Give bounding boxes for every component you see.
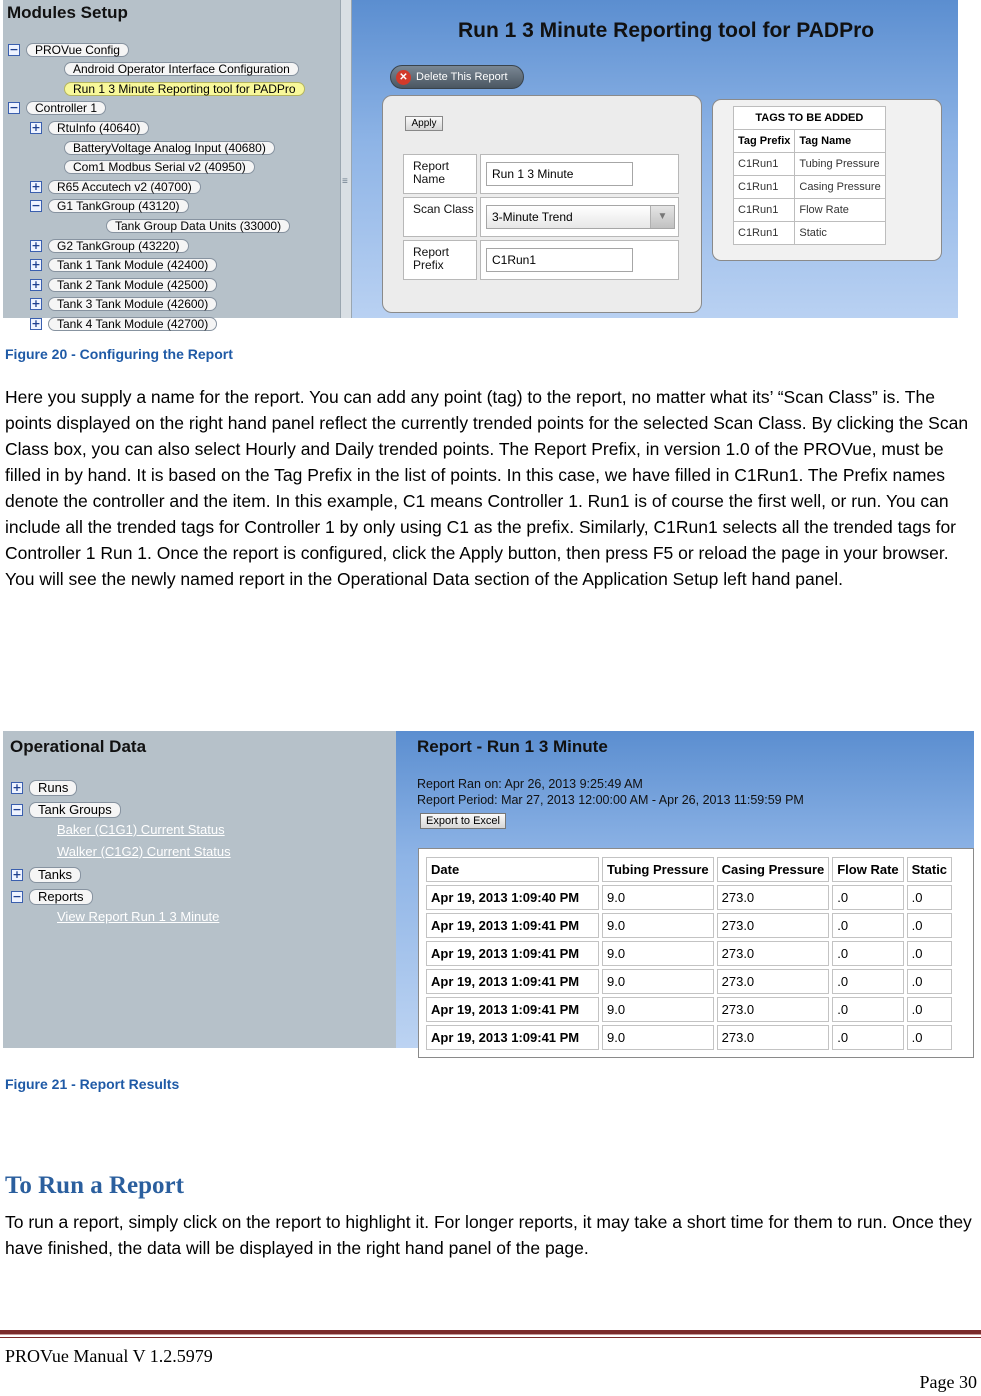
results-cell: .0 [907,969,952,994]
tag-prefix-cell: C1Run1 [734,199,795,222]
tree-item-label: Tank 4 Tank Module (42700) [48,317,217,331]
scan-class-cell [480,197,679,237]
results-cell: Apr 19, 2013 1:09:41 PM [426,941,599,966]
results-cell: 9.0 [602,885,714,910]
tag-prefix-cell: C1Run1 [734,176,795,199]
delete-report-label: Delete This Report [416,71,508,83]
delete-icon: ✕ [396,70,411,85]
results-column-header: Flow Rate [832,857,903,882]
reports-label: Reports [29,889,93,905]
report-results-table-panel [418,848,974,1058]
collapse-minus-icon[interactable]: − [12,802,22,816]
report-prefix-cell [480,240,679,280]
report-results-panel [396,731,974,1048]
tree-item[interactable] [106,218,290,233]
results-cell: 273.0 [717,1025,830,1050]
tree-item-label: Controller 1 [26,101,106,115]
tree-item[interactable] [64,140,275,155]
expand-plus-icon[interactable]: + [31,238,41,252]
tree-item-label: Tank 2 Tank Module (42500) [48,278,217,292]
tree-item-tank-groups[interactable] [11,802,121,817]
expand-plus-icon[interactable]: + [31,179,41,193]
collapse-minus-icon[interactable]: − [31,199,41,213]
tree-item-label: Android Operator Interface Configuration [64,62,299,76]
tags-table-row[interactable] [734,153,886,176]
tree-item-tanks[interactable] [11,867,81,882]
panel-splitter[interactable] [340,0,352,318]
modules-setup-panel [3,0,340,331]
expand-plus-icon[interactable]: + [31,120,41,134]
results-cell: .0 [907,941,952,966]
table-row [426,941,952,966]
tree-item-label: G1 TankGroup (43120) [48,199,189,213]
tree-item[interactable] [8,101,106,116]
results-cell: .0 [907,1025,952,1050]
results-cell: 9.0 [602,969,714,994]
tag-name-column: Tag Name [795,130,885,153]
scan-class-row [403,197,679,237]
baker-status-link[interactable]: Baker (C1G1) Current Status [57,822,225,837]
tree-item[interactable] [30,179,201,194]
table-row [426,913,952,938]
collapse-minus-icon[interactable]: − [9,101,19,115]
results-cell: Apr 19, 2013 1:09:41 PM [426,969,599,994]
tags-table-row[interactable] [734,222,886,245]
results-cell: 273.0 [717,969,830,994]
tag-name-cell: Tubing Pressure [795,153,885,176]
table-row [426,1025,952,1050]
table-row [426,969,952,994]
apply-button[interactable]: Apply [405,116,443,131]
results-cell: .0 [832,997,903,1022]
results-cell: 9.0 [602,941,714,966]
report-config-panel [352,0,958,318]
expand-plus-icon[interactable]: + [12,867,22,881]
figure-20-screenshot [3,0,958,331]
tree-item[interactable] [30,120,149,135]
report-results-title: Report - Run 1 3 Minute [417,737,608,756]
results-column-header: Casing Pressure [717,857,830,882]
tanks-label: Tanks [29,867,81,883]
results-cell: .0 [832,885,903,910]
tree-item[interactable] [64,160,255,175]
modules-setup-title: Modules Setup [7,3,128,22]
operational-data-title: Operational Data [10,737,147,756]
report-results-table [423,854,955,1053]
results-cell: 273.0 [717,885,830,910]
tree-item-label: Com1 Modbus Serial v2 (40950) [64,160,255,174]
tags-table-row[interactable] [734,176,886,199]
results-cell: .0 [832,969,903,994]
walker-status-link[interactable]: Walker (C1G2) Current Status [57,844,231,859]
results-cell: Apr 19, 2013 1:09:40 PM [426,885,599,910]
tank-groups-label: Tank Groups [29,802,121,818]
body-paragraph: Here you supply a name for the report. You can add any point (tag) to the report, no matter what its’ “Scan Class” is. The points displayed on the right hand panel reflect the currently trended points for the selected Scan Class. By clicking the Scan Class box, you can also select Hourly and Daily trended points. The Report Prefix, in version 1.0 of the PROVue, must be filled in by hand. It is based on the Tag Prefix in the list of points. In this case, we have filled in C1Run1. The Prefix names denote the controller and the item. In this example, C1 means Controller 1. Run1 is of course the first well, or run. You can include all the trended tags for Controller 1 by only using C1 as the prefix. Similarly, C1Run1 selects all the trended tags for Controller 1 Run 1. Once the report is configured, click the Apply button, then press F5 or reload the page in your browser. You will see the newly named report in the Operational Data section of the Application Setup left hand panel. [5,387,969,589]
report-prefix-input[interactable]: C1Run1 [486,248,633,272]
footer-page-number: Page 30 [919,1372,977,1392]
tree-item[interactable] [30,199,189,214]
results-cell: Apr 19, 2013 1:09:41 PM [426,997,599,1022]
footer-rule-thin [0,1337,981,1338]
scan-class-value: 3-Minute Trend [492,210,573,224]
results-cell: .0 [907,913,952,938]
tag-prefix-cell: C1Run1 [734,222,795,245]
expand-plus-icon[interactable]: + [31,316,41,330]
tag-name-cell: Flow Rate [795,199,885,222]
tree-item-reports[interactable] [11,889,93,904]
tree-item[interactable] [8,42,129,57]
report-prefix-row [403,240,679,280]
expand-plus-icon[interactable]: + [31,277,41,291]
figure-20-caption: Figure 20 - Configuring the Report [5,346,233,362]
scan-class-label: Scan Class [403,197,477,237]
results-cell: .0 [832,1025,903,1050]
tree-item[interactable] [30,238,189,253]
tree-item-label: Run 1 3 Minute Reporting tool for PADPro [64,82,305,96]
results-cell: .0 [907,997,952,1022]
tree-item[interactable] [30,297,217,312]
tree-item-label: R65 Accutech v2 (40700) [48,180,201,194]
tree-item[interactable] [30,277,217,292]
report-name-cell [480,154,679,194]
results-cell: 273.0 [717,997,830,1022]
tags-table-header: TAGS TO BE ADDED [734,107,886,130]
tree-item-label: PROVue Config [26,43,129,57]
scan-class-select[interactable] [486,205,675,229]
report-name-label: Report Name [403,154,477,194]
footer-rule [0,1330,981,1335]
view-report-link[interactable]: View Report Run 1 3 Minute [57,909,220,924]
results-cell: 273.0 [717,913,830,938]
splitter-grip-icon: ≡ [342,176,348,187]
results-cell: 9.0 [602,1025,714,1050]
section-heading: To Run a Report [5,1172,184,1199]
results-cell: 9.0 [602,997,714,1022]
table-row [426,997,952,1022]
report-name-input[interactable]: Run 1 3 Minute [486,162,633,186]
tree-item[interactable] [64,62,299,77]
results-cell: .0 [832,941,903,966]
tree-item-label: Tank 1 Tank Module (42400) [48,258,217,272]
collapse-minus-icon[interactable]: − [12,889,22,903]
expand-plus-icon[interactable]: + [31,258,41,272]
results-cell: 9.0 [602,913,714,938]
report-name-row [403,154,679,194]
report-period: Report Period: Mar 27, 2013 12:00:00 AM - Apr 26, 2013 11:59:59 PM [417,793,804,807]
tags-to-be-added-panel [712,99,942,261]
tags-table [733,106,886,245]
figure-21-screenshot [3,731,974,1048]
tree-item-label: RtuInfo (40640) [48,121,149,135]
table-row [426,885,952,910]
results-cell: .0 [907,885,952,910]
report-form [382,95,702,313]
results-cell: Apr 19, 2013 1:09:41 PM [426,1025,599,1050]
results-cell: .0 [832,913,903,938]
results-cell: 273.0 [717,941,830,966]
results-column-header: Tubing Pressure [602,857,714,882]
tree-item[interactable] [30,258,217,273]
results-column-header: Date [426,857,599,882]
tags-table-row[interactable] [734,199,886,222]
delete-report-button[interactable] [390,65,524,89]
report-ran-on: Report Ran on: Apr 26, 2013 9:25:49 AM [417,777,643,791]
report-tool-title: Run 1 3 Minute Reporting tool for PADPro [458,19,875,42]
section-paragraph: To run a report, simply click on the report to highlight it. For longer reports, it may take a short time for them to run. Once they have finished, the data will be displayed in the right hand panel of the page. [5,1212,972,1258]
tag-name-cell: Static [795,222,885,245]
chevron-down-icon[interactable]: ▼ [650,206,674,228]
results-cell: Apr 19, 2013 1:09:41 PM [426,913,599,938]
tree-item[interactable] [64,81,305,96]
results-column-header: Static [907,857,952,882]
tree-item[interactable] [30,316,217,331]
report-prefix-label: Report Prefix [403,240,477,280]
expand-plus-icon[interactable]: + [31,297,41,311]
collapse-minus-icon[interactable]: − [9,42,19,56]
tree-item-label: BatteryVoltage Analog Input (40680) [64,141,275,155]
tag-prefix-cell: C1Run1 [734,153,795,176]
tree-item-label: Tank 3 Tank Module (42600) [48,297,217,311]
expand-plus-icon[interactable]: + [12,780,22,794]
tree-item-label: Tank Group Data Units (33000) [106,219,290,233]
tag-name-cell: Casing Pressure [795,176,885,199]
runs-label: Runs [29,780,77,796]
tree-item-label: G2 TankGroup (43220) [48,239,189,253]
operational-data-panel [3,731,396,1048]
tag-prefix-column: Tag Prefix [734,130,795,153]
export-to-excel-button[interactable]: Export to Excel [420,813,506,829]
footer-manual-version: PROVue Manual V 1.2.5979 [5,1346,213,1366]
figure-21-caption: Figure 21 - Report Results [5,1076,180,1092]
tree-item-runs[interactable] [11,780,77,795]
